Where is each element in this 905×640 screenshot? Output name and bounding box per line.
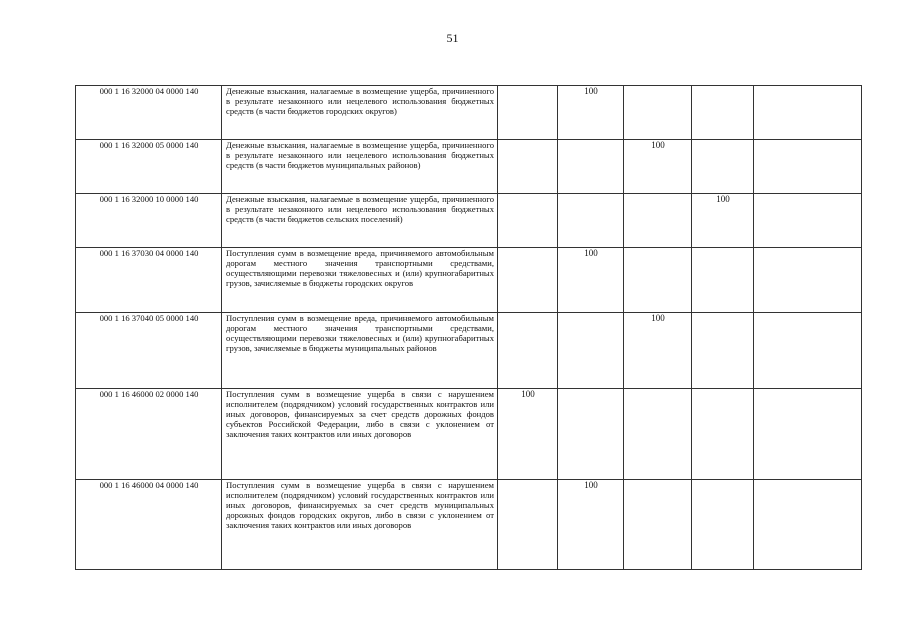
value-cell — [558, 313, 624, 389]
value-cell — [624, 389, 692, 480]
budget-code: 000 1 16 37040 05 0000 140 — [76, 313, 222, 389]
value-cell — [498, 194, 558, 248]
value-cell: 100 — [624, 140, 692, 194]
value-cell: 100 — [498, 389, 558, 480]
value-cell — [692, 140, 754, 194]
value-cell — [498, 248, 558, 313]
value-cell — [692, 313, 754, 389]
value-cell — [558, 194, 624, 248]
value-cell — [754, 389, 862, 480]
value-cell — [692, 86, 754, 140]
value-cell — [754, 194, 862, 248]
value-cell — [692, 480, 754, 570]
value-cell — [624, 86, 692, 140]
revenue-description: Поступления сумм в возмещение вреда, причиняемого автомобильным дорогам местного значения транспортными средствами, осуществляющими перевозки тяжеловесных и (или) крупногабаритных грузов, зачисляемые в бюджеты муниципальных районов — [222, 313, 498, 389]
revenue-description: Денежные взыскания, налагаемые в возмещение ущерба, причиненного в результате незаконного или нецелевого использования бюджетных средств (в части бюджетов городских округов) — [222, 86, 498, 140]
value-cell: 100 — [692, 194, 754, 248]
value-cell — [754, 86, 862, 140]
value-cell — [692, 248, 754, 313]
budget-code: 000 1 16 46000 02 0000 140 — [76, 389, 222, 480]
value-cell — [498, 313, 558, 389]
value-cell — [624, 248, 692, 313]
budget-code: 000 1 16 32000 05 0000 140 — [76, 140, 222, 194]
table-row — [76, 194, 862, 248]
revenue-description: Денежные взыскания, налагаемые в возмещение ущерба, причиненного в результате незаконного или нецелевого использования бюджетных средств (в части бюджетов сельских поселений) — [222, 194, 498, 248]
value-cell — [692, 389, 754, 480]
value-cell — [558, 140, 624, 194]
value-cell — [498, 86, 558, 140]
value-cell — [754, 313, 862, 389]
value-cell — [754, 480, 862, 570]
budget-code: 000 1 16 46000 04 0000 140 — [76, 480, 222, 570]
page-number: 51 — [446, 31, 459, 45]
table-row — [76, 480, 862, 570]
table-row — [76, 140, 862, 194]
revenue-description: Поступления сумм в возмещение вреда, причиняемого автомобильным дорогам местного значения транспортными средствами, осуществляющими перевозки тяжеловесных и (или) крупногабаритных грузов, зачисляемые в бюджеты городских округов — [222, 248, 498, 313]
value-cell — [498, 140, 558, 194]
table-row — [76, 313, 862, 389]
table-body — [76, 86, 862, 570]
value-cell — [754, 140, 862, 194]
table-row — [76, 389, 862, 480]
value-cell — [624, 480, 692, 570]
budget-code: 000 1 16 32000 10 0000 140 — [76, 194, 222, 248]
revenue-description: Поступления сумм в возмещение ущерба в связи с нарушением исполнителем (подрядчиком) условий государственных контрактов или иных договоров, финансируемых за счет средств дорожных фондов субъектов Российской Федерации, либо в связи с уклонением от заключения таких контрактов или иных договоров — [222, 389, 498, 480]
budget-code: 000 1 16 37030 04 0000 140 — [76, 248, 222, 313]
revenue-description: Поступления сумм в возмещение ущерба в связи с нарушением исполнителем (подрядчиком) условий государственных контрактов или иных договоров, финансируемых за счет средств муниципальных дорожных фондов городских округов, либо в связи с уклонением от заключения таких контрактов или иных договоров — [222, 480, 498, 570]
budget-code: 000 1 16 32000 04 0000 140 — [76, 86, 222, 140]
table-row — [76, 86, 862, 140]
value-cell — [558, 389, 624, 480]
value-cell: 100 — [624, 313, 692, 389]
value-cell: 100 — [558, 480, 624, 570]
revenue-distribution-table — [75, 85, 862, 570]
value-cell — [624, 194, 692, 248]
value-cell — [498, 480, 558, 570]
revenue-description: Денежные взыскания, налагаемые в возмещение ущерба, причиненного в результате незаконного или нецелевого использования бюджетных средств (в части бюджетов муниципальных районов) — [222, 140, 498, 194]
value-cell: 100 — [558, 86, 624, 140]
table-row — [76, 248, 862, 313]
value-cell — [754, 248, 862, 313]
value-cell: 100 — [558, 248, 624, 313]
